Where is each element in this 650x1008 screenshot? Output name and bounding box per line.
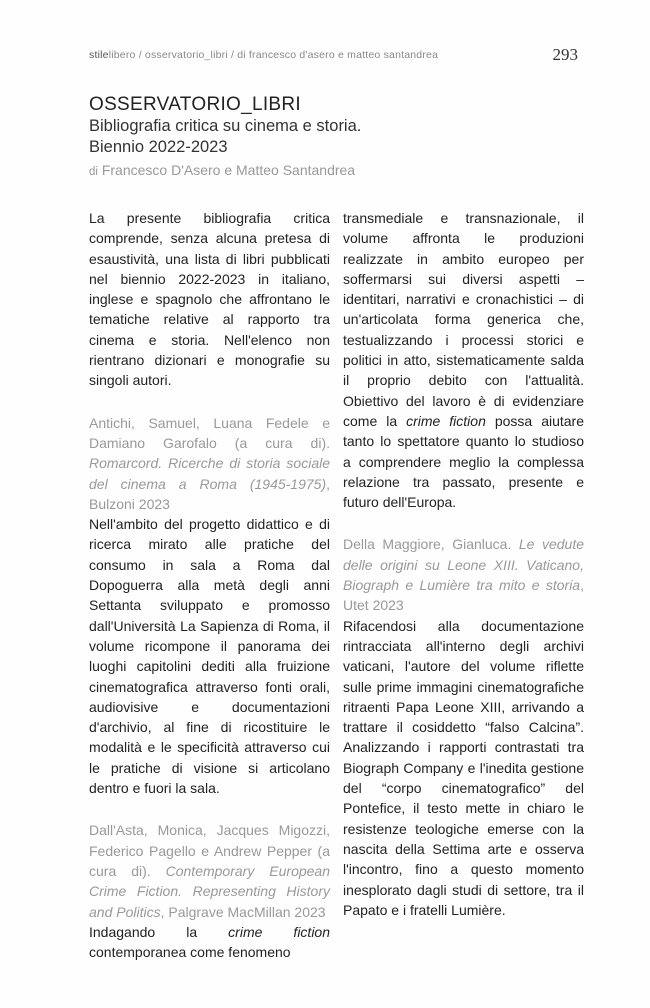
entry-title: Contemporary European Crime Fiction. Representing History and Politics — [89, 862, 331, 920]
byline-prefix: di — [89, 166, 98, 178]
continuation-paragraph — [343, 208, 584, 512]
entry-text-dellamaggiore: Rifacendosi alla documentazione rintracciata all'interno degli archivi vaticani, l'autore del volume riflette sulle prime immagini cinematografiche ritraenti Papa Leone XIII, arrivando a trattare il cosiddetto “falso Calcina”. Analizzando i rapporti contrastati tra Biograph Company e l'inedita gestione del “corpo cinematografico” del Pontefice, il testo mette in chiaro le resistenze teologiche emerse con la nascita della Settima arte e osserva l'incontro, fino a questo momento inesplorato dagli studi di settore, tra il Papato e i fratelli Lumière. — [343, 617, 584, 918]
breadcrumb — [89, 49, 438, 61]
italic-term: crime fiction — [406, 412, 486, 429]
entry-authors: Dall'Asta, Monica, Jacques Migozzi, Federico Pagello e Andrew Pepper (a cura di). — [89, 822, 330, 879]
text-run: Indagando la — [89, 923, 229, 940]
brand-stile: stile — [89, 49, 109, 61]
entry-authors: Della Maggiore, Gianluca. — [343, 536, 512, 553]
entry-title: Romarcord. Ricerche di storia sociale del cinema a Roma (1945-1975) — [89, 455, 330, 492]
right-column — [343, 208, 584, 920]
entry-reference-dallasta — [89, 820, 330, 921]
running-header — [89, 45, 578, 65]
text-run: transmediale e transnazionale, il volume affronta le produzioni realizzate in ambito europeo per soffermarsi sui diversi aspetti – identitari, narrativi e cronachistici – di un'articolata forma generica che, testualizzando i processi storici e politici in atto, sistematicamente salda il proprio debito con l'attualità. Obiettivo del lavoro è di evidenziare come la — [343, 210, 584, 429]
text-run: possa aiutare tanto lo spettatore quanto lo studioso a comprendere meglio la complessa relazione tra passato, presente e futuro dell'Europa. — [343, 412, 584, 511]
italic-term: crime fiction — [228, 923, 331, 940]
entry-reference-antichi — [89, 413, 330, 514]
byline — [89, 160, 569, 182]
entry-publisher: , Bulzoni 2023 — [89, 475, 330, 512]
subtitle-line-1: Bibliografia critica su cinema e storia. — [89, 117, 362, 135]
entry-authors: Antichi, Samuel, Luana Fedele e Damiano Garofalo (a cura di). — [89, 414, 330, 451]
entry-reference-dellamaggiore — [343, 534, 584, 615]
title-block — [89, 93, 569, 182]
page-number: 293 — [552, 45, 578, 64]
entry-publisher: , Palgrave MacMillan 2023 — [160, 903, 326, 920]
breadcrumb-path: / osservatorio_libri / di francesco d'asero e matteo santandrea — [135, 49, 439, 61]
brand-libero: libero — [108, 49, 136, 61]
entry-text-antichi: Nell'ambito del progetto didattico e di ricerca mirato alle pratiche del consumo in sala a Roma dal Dopoguerra alla metà degli anni Settanta sviluppato e promosso dall'Università La Sapienza di Roma, il volume ricompone il panorama dei luoghi capitolini dediti alla fruizione cinematografica attraverso fonti orali, audiovisive e documentazioni d'archivio, al fine di ricostituire le modalità e le specificità attraverso cui le pratiche di visione si articolano dentro e fuori la sala. — [89, 516, 330, 797]
byline-authors: Francesco D'Asero e Matteo Santandrea — [101, 162, 356, 178]
text-run: contemporanea come fenomeno — [89, 944, 291, 961]
section-title: OSSERVATORIO_LIBRI — [89, 94, 302, 115]
subtitle-line-2: Biennio 2022-2023 — [89, 138, 228, 156]
left-column — [89, 208, 330, 962]
intro-paragraph: La presente bibliografia critica comprende, senza alcuna pretesa di esaustività, una lista di libri pubblicati nel biennio 2022-2023 in italiano, inglese e spagnolo che affrontano le tematiche relative al rapporto tra cinema e storia. Nell'elenco non rientrano dizionari e monografie su singoli autori. — [89, 210, 330, 389]
entry-publisher: , Utet 2023 — [343, 577, 584, 614]
entry-text-dallasta — [89, 922, 330, 963]
entry-title: Le vedute delle origini su Leone XIII. Vaticano, Biograph e Lumière tra mito e storia — [343, 536, 584, 594]
